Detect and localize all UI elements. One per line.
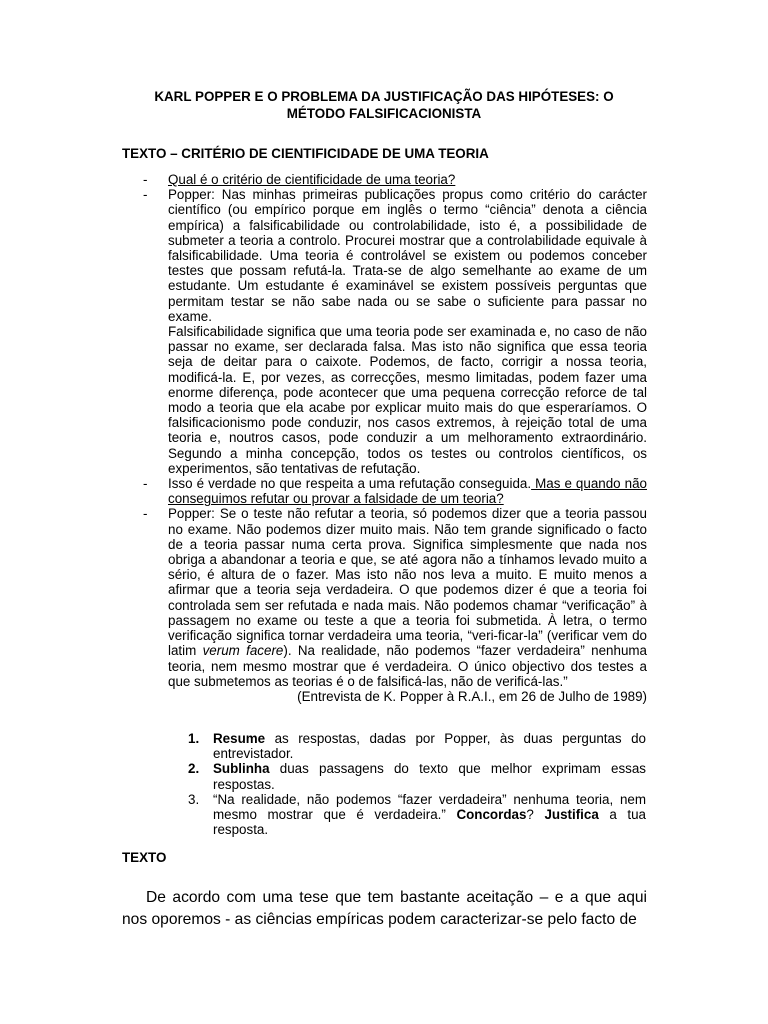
exercise-text: duas passagens do texto que melhor exprimam essas respostas. (213, 761, 646, 792)
list-item-question-2 (143, 476, 647, 506)
list-item-answer-2 (143, 506, 647, 704)
answer-1-paragraph-1: Popper: Nas minhas primeiras publicações propus como critério do carácter científico (ou empírico porque em inglês o termo “ciência” denota a ciência empírica) a falsificabilidade ou controlabilidade, isto é, a possibilidade de submeter a teoria a controlo. Procurei mostrar que a controlabilidade equivale à falsificabilidade. Uma teoria é controlável se existem ou podemos conceber testes que possam refutá-la. Trata-se de algo semelhante ao exame de um estudante. Um estudante é examinável se existem possíveis perguntas que permitam testar se não sabe nada ou se sabe o suficiente para passar no exame. (168, 187, 647, 324)
exercise-text: ? (526, 807, 545, 823)
list-dash: - (143, 172, 148, 187)
list-dash: - (143, 506, 148, 522)
body-paragraph: De acordo com uma tese que tem bastante aceitação – e a que aqui nos oporemos - as ciências empíricas podem caracterizar-se pelo facto de (122, 889, 647, 928)
title-line-1: KARL POPPER E O PROBLEMA DA JUSTIFICAÇÃO DAS HIPÓTESES: O (154, 89, 614, 104)
exercise-item-1 (188, 731, 646, 761)
question-1-text: Qual é o critério de cientificidade de uma teoria? (168, 172, 456, 187)
exercise-list (188, 731, 646, 837)
question-2-text: Isso é verdade no que respeita a uma refutação conseguida. (168, 476, 532, 492)
exercise-number: 1. (188, 731, 200, 746)
exercise-text: “Na realidade, não podemos “fazer verdadeira” nenhuma teoria, nem mesmo mostrar que é verdadeira.” (213, 791, 646, 823)
answer-2-text-end: ). Na realidade, não podemos “fazer verdadeira” nenhuma teoria, nem mesmo mostrar que é verdadeira. O único objectivo dos testes a que submetemos as teorias é o de falsificá-las, não de verificá-las.” (168, 643, 647, 689)
exercise-keyword: Justifica (544, 807, 599, 823)
section-heading-texto: TEXTO (122, 850, 167, 865)
exercise-item-2 (188, 761, 646, 791)
exercise-keyword: Concordas (456, 807, 527, 823)
title-line-2: MÉTODO FALSIFICACIONISTA (286, 106, 482, 121)
exercise-keyword: Resume (213, 731, 266, 746)
list-dash: - (143, 476, 148, 492)
section-heading-criterio: TEXTO – CRITÉRIO DE CIENTIFICIDADE DE UMA TEORIA (122, 146, 489, 161)
source-citation: (Entrevista de K. Popper à R.A.I., em 26 de Julho de 1989) (297, 688, 647, 704)
exercise-number: 2. (188, 761, 200, 777)
list-dash: - (143, 187, 148, 203)
exercise-keyword: Sublinha (213, 761, 270, 777)
list-item-question-1 (143, 172, 647, 187)
interview-list (143, 172, 647, 704)
exercise-text: as respostas, dadas por Popper, às duas perguntas do entrevistador. (213, 731, 646, 762)
answer-2-text-start: Popper: Se o teste não refutar a teoria, só podemos dizer que a teoria passou no exame. Não podemos dizer muito mais. Não tem grande significado o facto de a teoria passar numa certa prova. Significa simplesmente que nada nos obriga a abandonar a teoria e que, se até agora não a tínhamos levado muito a sério, é altura de o fazer. Mas isto não nos leva a muito. E muito menos a afirmar que a teoria seja verdadeira. O que podemos dizer é que a teoria foi controlada sem ser refutada e nada mais. Não podemos chamar “verificação” à passagem no exame ou teste a que a teoria foi submetida. À letra, o termo verificação significa tornar verdadeira uma teoria, “veri-ficar-la” (verificar vem do latim (168, 506, 647, 659)
answer-2-latin: verum facere (202, 643, 284, 659)
answer-1-paragraph-2: Falsificabilidade significa que uma teoria pode ser examinada e, no caso de não passar no exame, ser declarada falsa. Mas isto não significa que essa teoria seja de deitar para o caixote. Podemos, de facto, corrigir a nossa teoria, modificá-la. E, por vezes, as correcções, mesmo limitadas, podem fazer uma enorme diferença, pode acontecer que uma pequena correcção reforce de tal modo a teoria que ela acabe por explicar muito mais do que esperaríamos. O falsificacionismo pode conduzir, nos casos extremos, à rejeição total de uma teoria e, noutros casos, pode conduzir a um melhoramento extraordinário. Segundo a minha concepção, todos os testes ou controlos científicos, os experimentos, são tentativas de refutação. (168, 324, 647, 476)
exercise-number: 3. (188, 791, 200, 807)
question-2-underlined: Mas e quando não conseguimos refutar ou provar a falsidade de um teoria? (168, 476, 647, 507)
list-item-answer-1 (143, 187, 647, 476)
document-title (120, 88, 648, 122)
exercise-item-3 (188, 792, 646, 838)
exercise-text: a tua resposta. (213, 807, 646, 838)
